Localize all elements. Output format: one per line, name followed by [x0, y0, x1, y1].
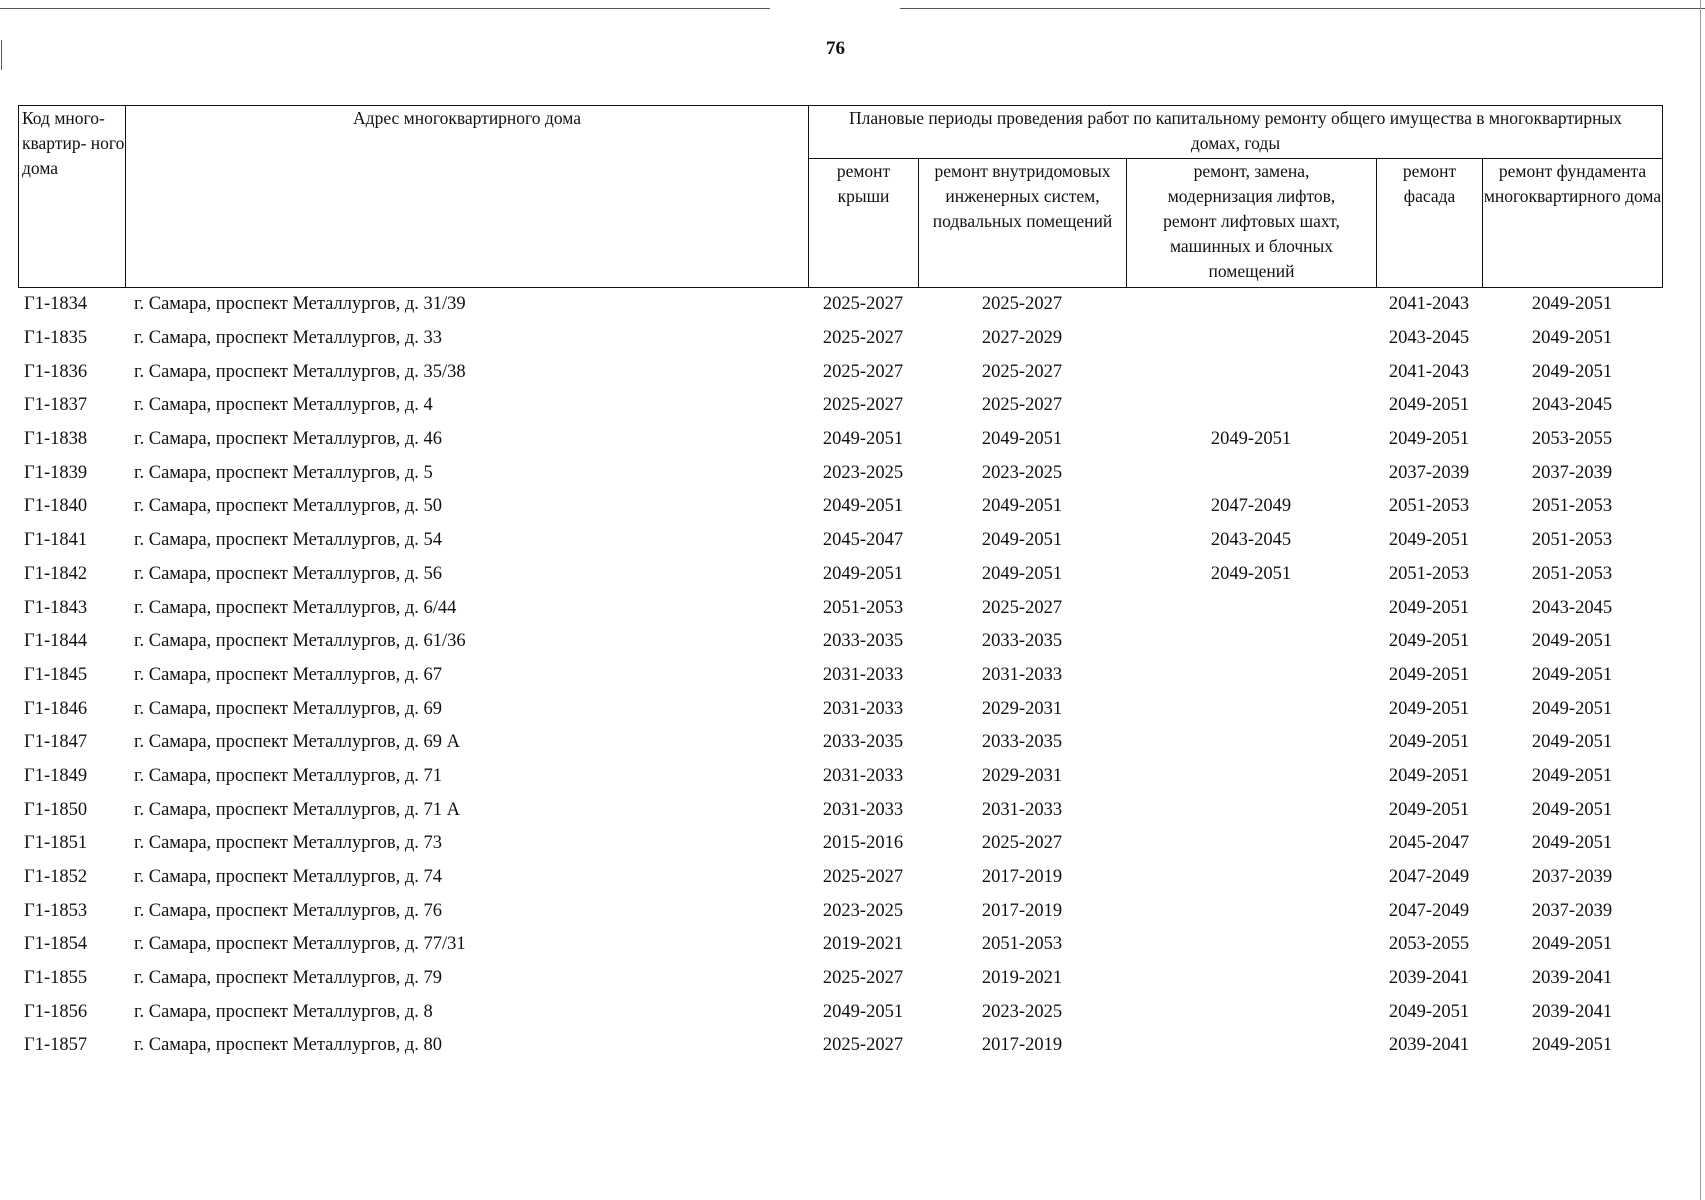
- table-header: [18, 105, 1663, 288]
- row-foundation-period: 2049-2051: [1531, 361, 1613, 382]
- row-systems-period: 2025-2027: [981, 833, 1063, 854]
- table-row: [18, 861, 1662, 895]
- row-roof-period: 2025-2027: [822, 294, 904, 315]
- row-roof-period: 2049-2051: [822, 429, 904, 450]
- header-address: Адрес многоквартирного дома: [126, 106, 809, 288]
- table-row: [18, 928, 1662, 962]
- row-facade-period: 2049-2051: [1388, 530, 1470, 551]
- row-lifts-period: 2047-2049: [1210, 496, 1292, 517]
- row-facade-period: 2041-2043: [1388, 361, 1470, 382]
- row-roof-period: 2025-2027: [822, 395, 904, 416]
- row-facade-period: 2049-2051: [1388, 1001, 1470, 1022]
- row-roof-period: 2031-2033: [822, 765, 904, 786]
- page-number: 76: [826, 38, 845, 59]
- row-facade-period: 2041-2043: [1388, 294, 1470, 315]
- row-lifts-period: [1126, 591, 1376, 625]
- row-systems-period: 2031-2033: [981, 664, 1063, 685]
- row-facade-period: 2049-2051: [1388, 597, 1470, 618]
- scan-edge-top-left: [0, 8, 770, 9]
- table-row: [18, 322, 1662, 356]
- table-row: [18, 591, 1662, 625]
- row-foundation-period: 2039-2041: [1531, 1001, 1613, 1022]
- row-lifts-period: [1126, 995, 1376, 1029]
- row-address: г. Самара, проспект Металлургов, д. 69 А: [134, 732, 461, 753]
- header-periods-group: Плановые периоды проведения работ по капитальному ремонту общего имущества в многоквартирных домах, годы: [809, 106, 1663, 159]
- row-code: Г1-1857: [24, 1035, 88, 1056]
- row-facade-period: 2051-2053: [1388, 563, 1470, 584]
- row-foundation-period: 2037-2039: [1531, 900, 1613, 921]
- row-code: Г1-1839: [24, 462, 88, 483]
- row-facade-period: 2039-2041: [1388, 1035, 1470, 1056]
- row-lifts-period: [1126, 659, 1376, 693]
- row-roof-period: 2025-2027: [822, 328, 904, 349]
- row-foundation-period: 2049-2051: [1531, 698, 1613, 719]
- row-code: Г1-1840: [24, 496, 88, 517]
- row-roof-period: 2049-2051: [822, 496, 904, 517]
- row-roof-period: 2033-2035: [822, 631, 904, 652]
- row-systems-period: 2029-2031: [981, 765, 1063, 786]
- row-foundation-period: 2051-2053: [1531, 563, 1613, 584]
- row-foundation-period: 2049-2051: [1531, 765, 1613, 786]
- row-facade-period: 2049-2051: [1388, 732, 1470, 753]
- row-foundation-period: 2043-2045: [1531, 597, 1613, 618]
- row-foundation-period: 2049-2051: [1531, 1035, 1613, 1056]
- row-code: Г1-1852: [24, 867, 88, 888]
- row-foundation-period: 2049-2051: [1531, 294, 1613, 315]
- row-address: г. Самара, проспект Металлургов, д. 71: [134, 765, 443, 786]
- table-row: [18, 793, 1662, 827]
- row-facade-period: 2049-2051: [1388, 799, 1470, 820]
- row-lifts-period: 2049-2051: [1210, 429, 1292, 450]
- row-foundation-period: 2051-2053: [1531, 496, 1613, 517]
- row-facade-period: 2049-2051: [1388, 631, 1470, 652]
- row-systems-period: 2023-2025: [981, 462, 1063, 483]
- table-row: [18, 692, 1662, 726]
- row-foundation-period: 2053-2055: [1531, 429, 1613, 450]
- table-row: [18, 355, 1662, 389]
- row-lifts-period: 2043-2045: [1210, 530, 1292, 551]
- row-address: г. Самара, проспект Металлургов, д. 73: [134, 833, 443, 854]
- row-code: Г1-1837: [24, 395, 88, 416]
- row-lifts-period: [1126, 1029, 1376, 1063]
- row-systems-period: 2017-2019: [981, 867, 1063, 888]
- header-facade: ремонт фасада: [1377, 159, 1483, 288]
- row-code: Г1-1846: [24, 698, 88, 719]
- row-lifts-period: [1126, 692, 1376, 726]
- row-code: Г1-1838: [24, 429, 88, 450]
- row-code: Г1-1847: [24, 732, 88, 753]
- row-address: г. Самара, проспект Металлургов, д. 67: [134, 664, 443, 685]
- row-address: г. Самара, проспект Металлургов, д. 79: [134, 968, 443, 989]
- row-roof-period: 2023-2025: [822, 462, 904, 483]
- row-address: г. Самара, проспект Металлургов, д. 71 А: [134, 799, 461, 820]
- row-facade-period: 2037-2039: [1388, 462, 1470, 483]
- row-foundation-period: 2037-2039: [1531, 867, 1613, 888]
- row-systems-period: 2029-2031: [981, 698, 1063, 719]
- row-facade-period: 2049-2051: [1388, 765, 1470, 786]
- row-code: Г1-1850: [24, 799, 88, 820]
- header-code: Код много- квартир- ного дома: [19, 106, 126, 288]
- row-address: г. Самара, проспект Металлургов, д. 35/38: [134, 361, 466, 382]
- row-systems-period: 2025-2027: [981, 294, 1063, 315]
- row-roof-period: 2033-2035: [822, 732, 904, 753]
- header-systems: ремонт внутридомовых инженерных систем, подвальных помещений: [919, 159, 1127, 288]
- row-code: Г1-1844: [24, 631, 88, 652]
- table-row: [18, 558, 1662, 592]
- row-roof-period: 2015-2016: [822, 833, 904, 854]
- row-systems-period: 2033-2035: [981, 631, 1063, 652]
- row-roof-period: 2025-2027: [822, 1035, 904, 1056]
- table-row: [18, 389, 1662, 423]
- table-row: [18, 524, 1662, 558]
- header-foundation: ремонт фундамента многоквартирного дома: [1483, 159, 1663, 288]
- row-facade-period: 2049-2051: [1388, 664, 1470, 685]
- table-row: [18, 995, 1662, 1029]
- header-roof: ремонт крыши: [809, 159, 919, 288]
- row-facade-period: 2051-2053: [1388, 496, 1470, 517]
- row-address: г. Самара, проспект Металлургов, д. 33: [134, 328, 443, 349]
- row-address: г. Самара, проспект Металлургов, д. 4: [134, 395, 433, 416]
- row-systems-period: 2051-2053: [981, 934, 1063, 955]
- table-row: [18, 423, 1662, 457]
- row-address: г. Самара, проспект Металлургов, д. 74: [134, 867, 443, 888]
- row-address: г. Самара, проспект Металлургов, д. 61/36: [134, 631, 466, 652]
- row-roof-period: 2025-2027: [822, 968, 904, 989]
- row-foundation-period: 2049-2051: [1531, 631, 1613, 652]
- table-row: [18, 659, 1662, 693]
- row-systems-period: 2049-2051: [981, 530, 1063, 551]
- row-lifts-period: 2049-2051: [1210, 563, 1292, 584]
- table-row: [18, 456, 1662, 490]
- row-code: Г1-1854: [24, 934, 88, 955]
- row-systems-period: 2049-2051: [981, 429, 1063, 450]
- row-address: г. Самара, проспект Металлургов, д. 5: [134, 462, 433, 483]
- row-address: г. Самара, проспект Металлургов, д. 46: [134, 429, 443, 450]
- row-systems-period: 2049-2051: [981, 563, 1063, 584]
- table-row: [18, 288, 1662, 322]
- row-address: г. Самара, проспект Металлургов, д. 54: [134, 530, 443, 551]
- row-roof-period: 2031-2033: [822, 698, 904, 719]
- row-roof-period: 2049-2051: [822, 1001, 904, 1022]
- row-code: Г1-1856: [24, 1001, 88, 1022]
- row-lifts-period: [1126, 625, 1376, 659]
- row-roof-period: 2049-2051: [822, 563, 904, 584]
- row-facade-period: 2049-2051: [1388, 429, 1470, 450]
- row-address: г. Самара, проспект Металлургов, д. 8: [134, 1001, 433, 1022]
- row-lifts-period: [1126, 861, 1376, 895]
- row-lifts-period: [1126, 760, 1376, 794]
- row-code: Г1-1851: [24, 833, 88, 854]
- row-address: г. Самара, проспект Металлургов, д. 77/31: [134, 934, 466, 955]
- table-row: [18, 726, 1662, 760]
- row-roof-period: 2025-2027: [822, 867, 904, 888]
- row-code: Г1-1845: [24, 664, 88, 685]
- row-lifts-period: [1126, 322, 1376, 356]
- row-facade-period: 2049-2051: [1388, 698, 1470, 719]
- row-code: Г1-1836: [24, 361, 88, 382]
- row-foundation-period: 2051-2053: [1531, 530, 1613, 551]
- row-code: Г1-1853: [24, 900, 88, 921]
- row-code: Г1-1849: [24, 765, 88, 786]
- row-systems-period: 2025-2027: [981, 395, 1063, 416]
- row-roof-period: 2045-2047: [822, 530, 904, 551]
- row-address: г. Самара, проспект Металлургов, д. 76: [134, 900, 443, 921]
- row-facade-period: 2039-2041: [1388, 968, 1470, 989]
- table-body: [18, 288, 1662, 1063]
- header-lifts: ремонт, замена, модернизация лифтов, ремонт лифтовых шахт, машинных и блочных помещений: [1127, 159, 1377, 288]
- row-systems-period: 2031-2033: [981, 799, 1063, 820]
- row-systems-period: 2019-2021: [981, 968, 1063, 989]
- row-foundation-period: 2049-2051: [1531, 833, 1613, 854]
- row-lifts-period: [1126, 793, 1376, 827]
- row-lifts-period: [1126, 355, 1376, 389]
- row-systems-period: 2033-2035: [981, 732, 1063, 753]
- row-foundation-period: 2039-2041: [1531, 968, 1613, 989]
- row-lifts-period: [1126, 827, 1376, 861]
- row-address: г. Самара, проспект Металлургов, д. 50: [134, 496, 443, 517]
- row-systems-period: 2017-2019: [981, 1035, 1063, 1056]
- table-row: [18, 760, 1662, 794]
- row-roof-period: 2031-2033: [822, 799, 904, 820]
- row-lifts-period: [1126, 288, 1376, 322]
- row-lifts-period: [1126, 928, 1376, 962]
- table-row: [18, 625, 1662, 659]
- row-address: г. Самара, проспект Металлургов, д. 6/44: [134, 597, 457, 618]
- row-foundation-period: 2043-2045: [1531, 395, 1613, 416]
- row-systems-period: 2023-2025: [981, 1001, 1063, 1022]
- row-code: Г1-1842: [24, 563, 88, 584]
- table-row: [18, 1029, 1662, 1063]
- row-systems-period: 2025-2027: [981, 597, 1063, 618]
- row-address: г. Самара, проспект Металлургов, д. 80: [134, 1035, 443, 1056]
- table-row: [18, 894, 1662, 928]
- row-systems-period: 2017-2019: [981, 900, 1063, 921]
- row-address: г. Самара, проспект Металлургов, д. 31/39: [134, 294, 466, 315]
- scan-edge-top-right: [900, 8, 1705, 9]
- row-code: Г1-1841: [24, 530, 88, 551]
- row-roof-period: 2019-2021: [822, 934, 904, 955]
- row-address: г. Самара, проспект Металлургов, д. 56: [134, 563, 443, 584]
- row-foundation-period: 2049-2051: [1531, 732, 1613, 753]
- table-row: [18, 490, 1662, 524]
- scan-edge-right: [1700, 0, 1701, 1200]
- row-systems-period: 2049-2051: [981, 496, 1063, 517]
- row-foundation-period: 2049-2051: [1531, 664, 1613, 685]
- row-roof-period: 2023-2025: [822, 900, 904, 921]
- row-facade-period: 2043-2045: [1388, 328, 1470, 349]
- row-foundation-period: 2049-2051: [1531, 934, 1613, 955]
- row-roof-period: 2025-2027: [822, 361, 904, 382]
- row-roof-period: 2031-2033: [822, 664, 904, 685]
- row-code: Г1-1835: [24, 328, 88, 349]
- row-lifts-period: [1126, 389, 1376, 423]
- row-facade-period: 2047-2049: [1388, 900, 1470, 921]
- row-lifts-period: [1126, 894, 1376, 928]
- row-systems-period: 2027-2029: [981, 328, 1063, 349]
- row-lifts-period: [1126, 962, 1376, 996]
- row-systems-period: 2025-2027: [981, 361, 1063, 382]
- row-facade-period: 2047-2049: [1388, 867, 1470, 888]
- row-foundation-period: 2037-2039: [1531, 462, 1613, 483]
- row-code: Г1-1834: [24, 294, 88, 315]
- row-code: Г1-1855: [24, 968, 88, 989]
- row-foundation-period: 2049-2051: [1531, 328, 1613, 349]
- row-code: Г1-1843: [24, 597, 88, 618]
- row-lifts-period: [1126, 726, 1376, 760]
- row-lifts-period: [1126, 456, 1376, 490]
- row-facade-period: 2045-2047: [1388, 833, 1470, 854]
- table-row: [18, 962, 1662, 996]
- row-facade-period: 2053-2055: [1388, 934, 1470, 955]
- row-roof-period: 2051-2053: [822, 597, 904, 618]
- row-address: г. Самара, проспект Металлургов, д. 69: [134, 698, 443, 719]
- scan-edge-left: [1, 40, 2, 70]
- row-foundation-period: 2049-2051: [1531, 799, 1613, 820]
- row-facade-period: 2049-2051: [1388, 395, 1470, 416]
- table-row: [18, 827, 1662, 861]
